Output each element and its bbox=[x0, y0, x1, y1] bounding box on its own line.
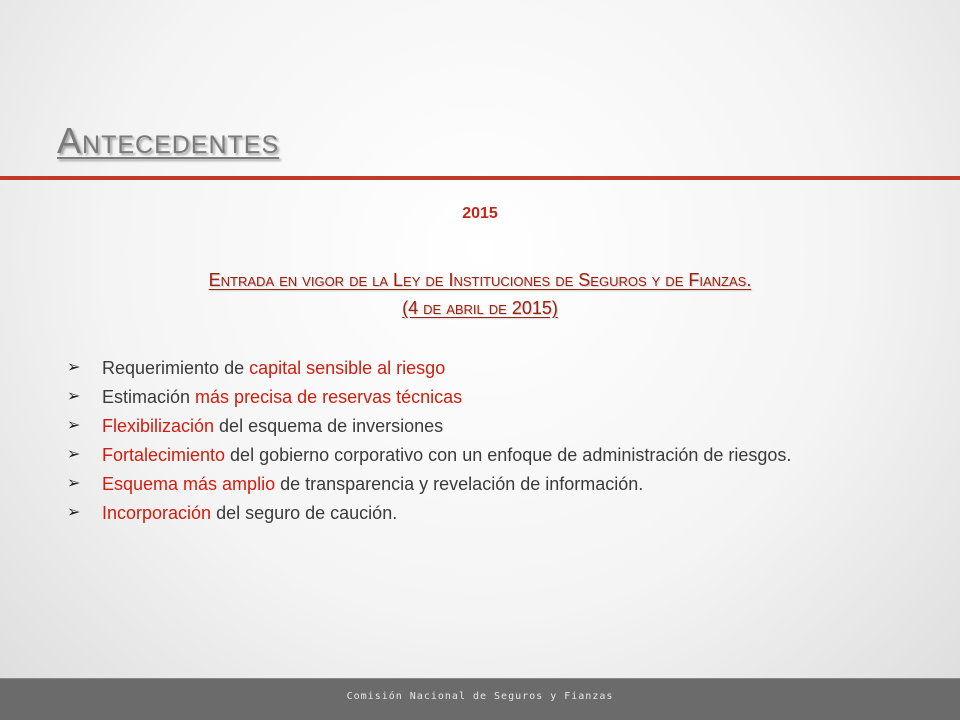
bullet-item: ➢ Flexibilización del esquema de inversiones bbox=[67, 416, 444, 436]
footer-text: Comisión Nacional de Seguros y Fianzas bbox=[346, 691, 614, 702]
footer-bar bbox=[0, 678, 960, 720]
bullet-item: ➢ Incorporación del seguro de caución. bbox=[67, 503, 398, 523]
bullet-item: ➢ Requerimiento de capital sensible al riesgo bbox=[67, 358, 446, 378]
year-heading: 2015 bbox=[462, 205, 498, 222]
arrow-right-icon: ➢ bbox=[67, 504, 81, 521]
subtitle-line-1: Entrada en vigor de la Ley de Instituciones de Seguros y de Fianzas. bbox=[208, 270, 752, 290]
arrow-right-icon: ➢ bbox=[67, 359, 81, 376]
bullet-item: ➢ Esquema más amplio de transparencia y revelación de información. bbox=[67, 474, 644, 494]
arrow-right-icon: ➢ bbox=[67, 388, 81, 405]
bullet-item: ➢ Fortalecimiento del gobierno corporativo con un enfoque de administración de riesgos. bbox=[67, 445, 792, 465]
subtitle-line-2: (4 de abril de 2015) bbox=[402, 298, 558, 318]
bullet-item: ➢ Estimación más precisa de reservas técnicas bbox=[67, 387, 463, 407]
arrow-right-icon: ➢ bbox=[67, 446, 81, 463]
arrow-right-icon: ➢ bbox=[67, 475, 81, 492]
bullet-list bbox=[67, 356, 882, 530]
slide-title: Antecedentes bbox=[57, 120, 280, 161]
title-divider bbox=[0, 176, 960, 180]
arrow-right-icon: ➢ bbox=[67, 417, 81, 434]
